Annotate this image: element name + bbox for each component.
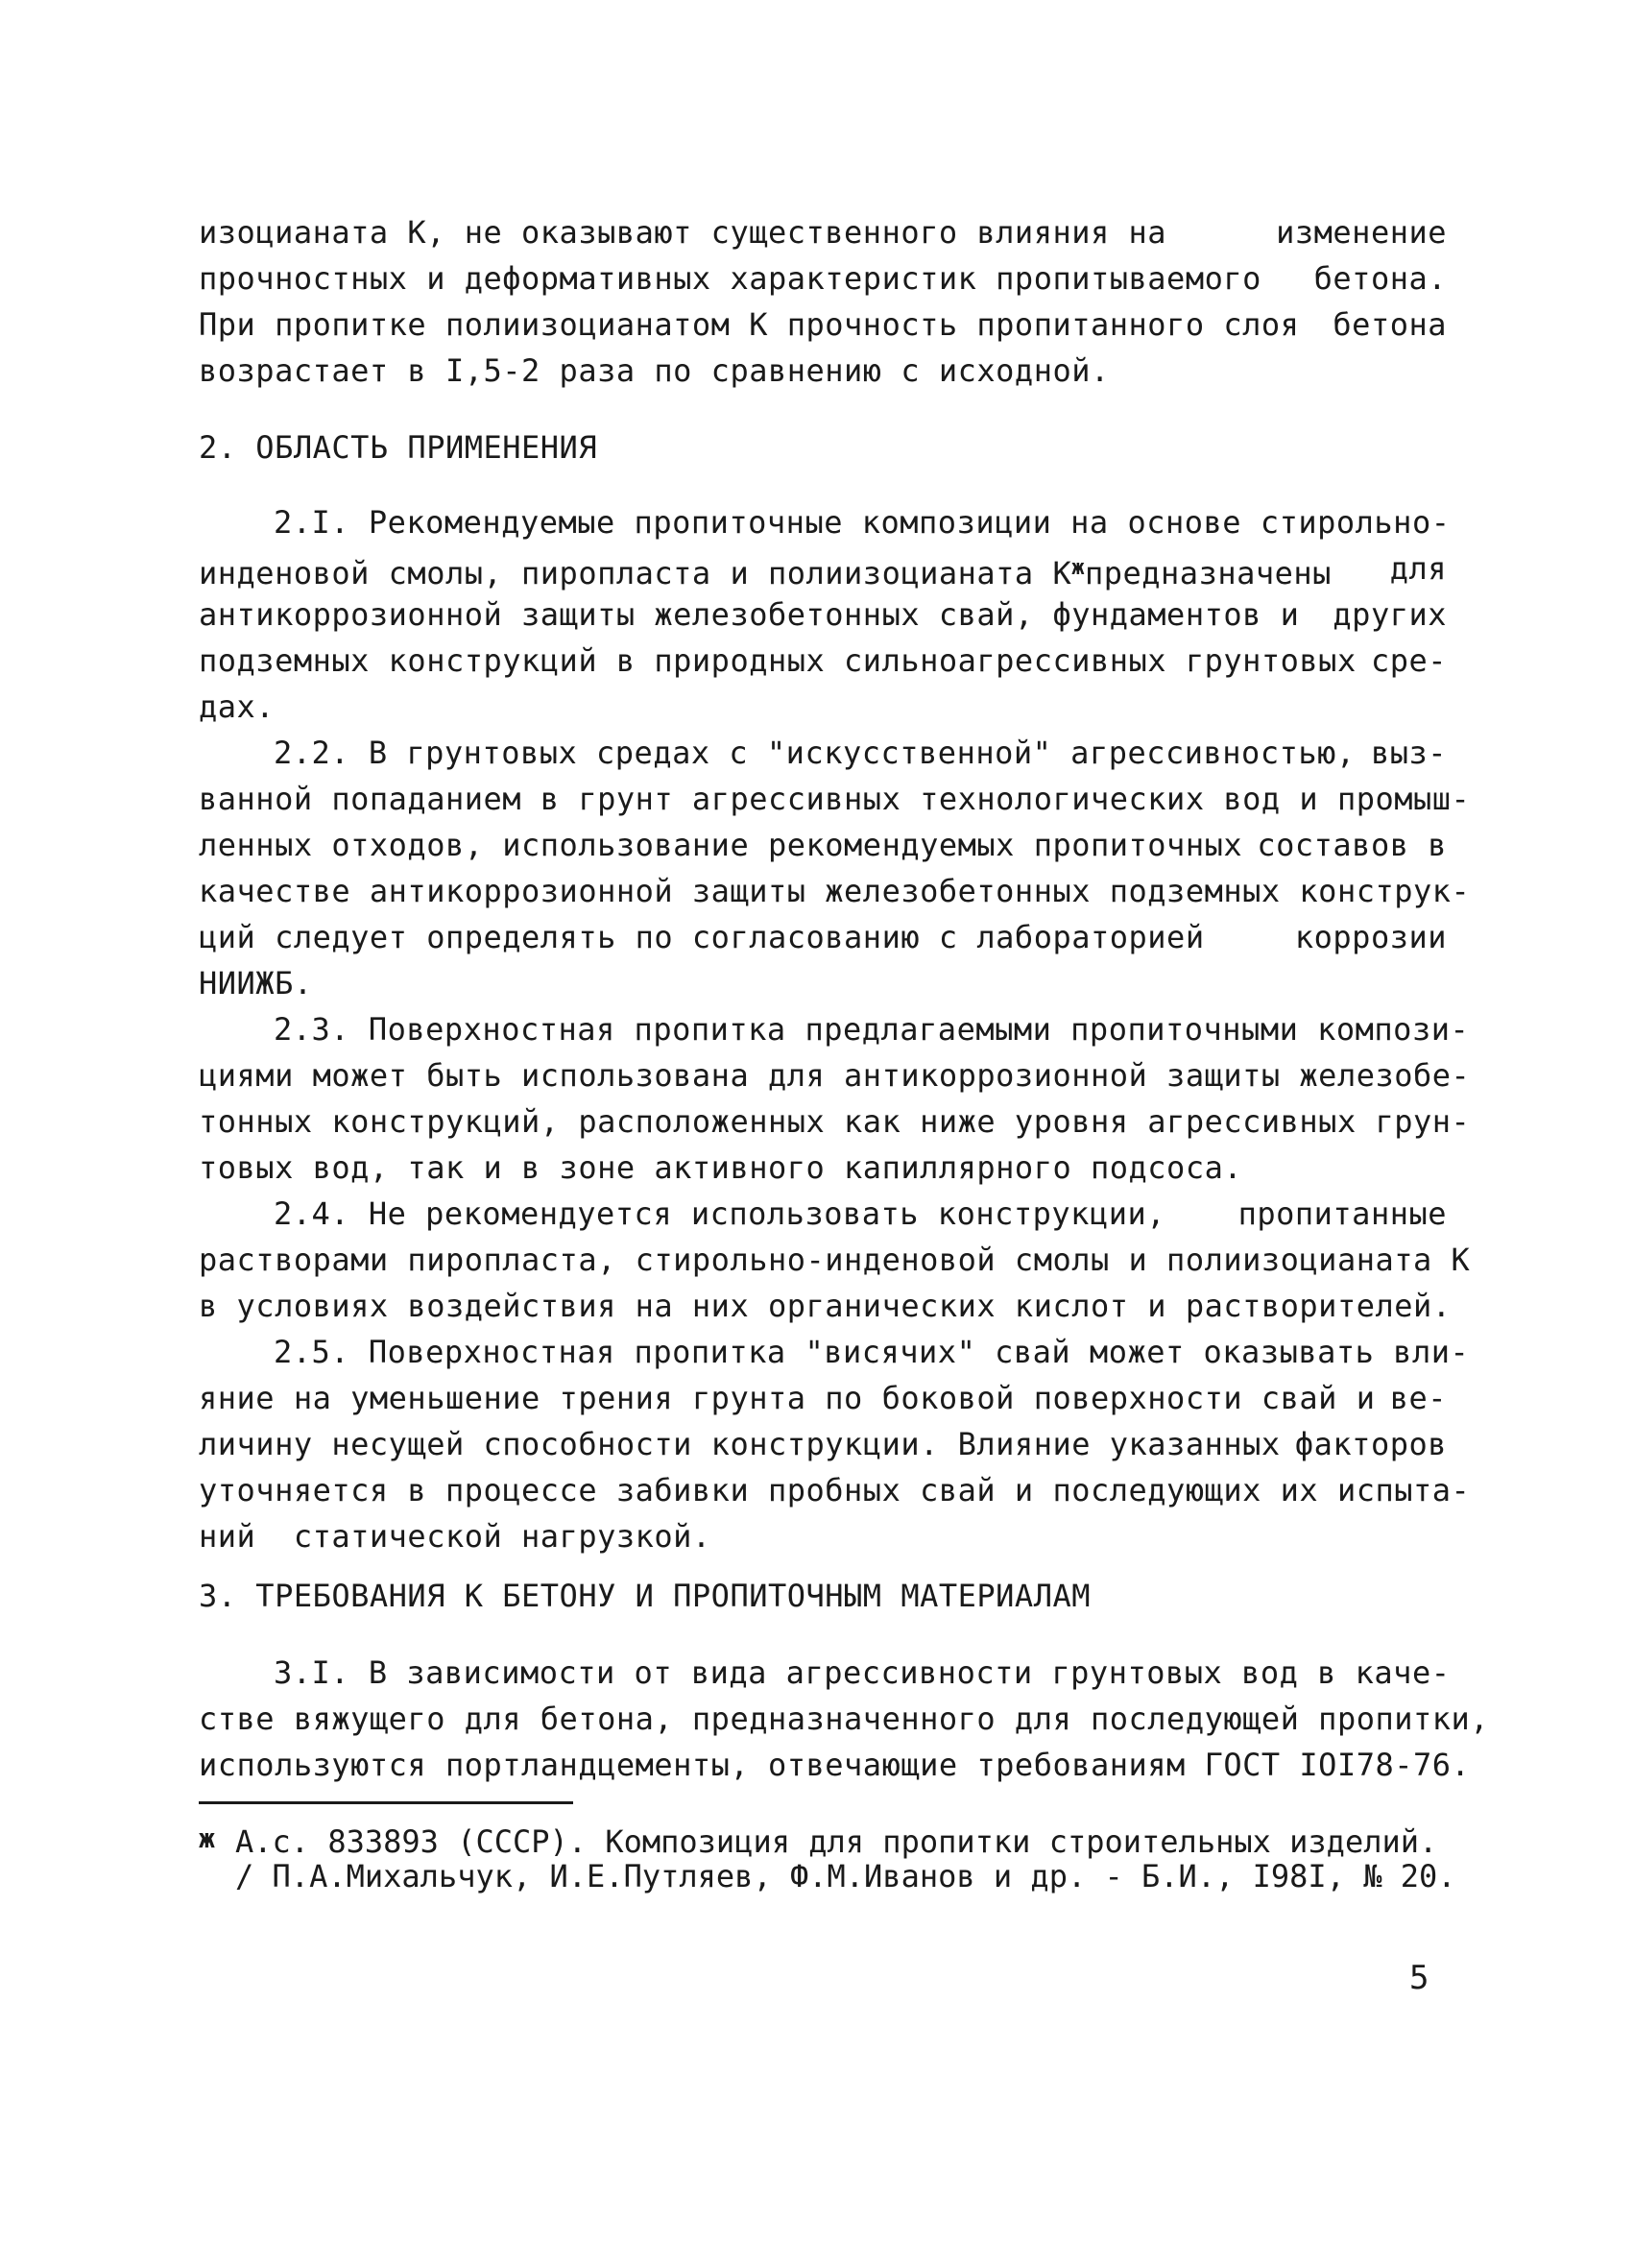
paragraph-2-3-line: товых вод, так и в зоне активного капиллярного подсоса. — [199, 1149, 1243, 1186]
footnote-marker: ж — [199, 1822, 215, 1854]
page-number: 5 — [1409, 1959, 1429, 1997]
paragraph-2-2-line: качестве антикоррозионной защиты железобетонных подземных конструк- — [199, 873, 1471, 909]
paragraph-3-1-line: используются портландцементы, отвечающие требованиям ГОСТ IOI78-76. — [199, 1747, 1471, 1783]
paragraph-2-1-line: 2.I. Рекомендуемые пропиточные композиции на основе стирольно - — [274, 504, 1451, 541]
paragraph-2-5-line: уточняется в процессе забивки пробных свай и последующих их испыта- — [199, 1472, 1471, 1508]
footnote-line: / П.А.Михальчук, И.Е.Путляев, Ф.М.Иванов и др. - Б.И., I98I, № 20. — [235, 1858, 1456, 1894]
text-line: прочностных и деформативных характеристик пропитываемого бетона. — [199, 260, 1447, 297]
paragraph-2-2-line: 2.2. В грунтовых средах с "искусственной" агрессивностью, выз- — [274, 735, 1447, 771]
paragraph-2-5-line: ний статической нагрузкой. — [199, 1518, 711, 1555]
paragraph-2-1-line: антикоррозионной защиты железобетонных свай, фундаментов и других — [199, 596, 1447, 633]
paragraph-2-5-line: личину несущей способности конструкции. Влияние указанных факторов — [199, 1426, 1447, 1462]
paragraph-2-1-line: дах. — [199, 688, 276, 725]
paragraph-2-4-line: 2.4. Не рекомендуется использовать конструкции, пропитанные — [274, 1195, 1447, 1232]
paragraph-3-1-line: 3.I. В зависимости от вида агрессивности грунтовых вод в каче - — [274, 1654, 1451, 1691]
paragraph-2-2-line: ций следует определять по согласованию с лабораторией коррозии — [199, 919, 1447, 955]
paragraph-2-3-line: 2.3. Поверхностная пропитка предлагаемыми пропиточными компози- — [274, 1011, 1470, 1048]
text-line: возрастает в I,5-2 раза по сравнению с исходной. — [199, 352, 1110, 389]
footnote-marker: ж — [1071, 556, 1085, 580]
paragraph-3-1-line: стве вяжущего для бетона, предназначенного для последующей пропитки, — [199, 1701, 1490, 1737]
footnote-line: А.с. 833893 (СССР). Композиция для пропитки строительных изделий. — [235, 1823, 1438, 1860]
paragraph-2-4-line: в условиях воздействия на них органических кислот и растворителей. — [199, 1288, 1452, 1324]
paragraph-2-3-line: тонных конструкций, расположенных как ниже уровня агрессивных грун- — [199, 1103, 1471, 1140]
paragraph-2-2-line: ванной попаданием в грунт агрессивных технологических вод и промыш- — [199, 781, 1471, 817]
section-2-heading: 2. ОБЛАСТЬ ПРИМЕНЕНИЯ — [199, 429, 598, 466]
paragraph-2-5-line: 2.5. Поверхностная пропитка "висячих" свай может оказывать вли- — [274, 1334, 1470, 1370]
text-line: изоцианата К, не оказывают существенного влияния на изменение — [199, 214, 1447, 251]
paragraph-2-5-line: яние на уменьшение трения грунта по боковой поверхности свай и ве- — [199, 1380, 1447, 1416]
paragraph-2-1-line: подземных конструкций в природных сильноагрессивных грунтовых сре- — [199, 642, 1447, 679]
text-line: При пропитке полиизоцианатом К прочность пропитанного слоя бетона — [199, 306, 1447, 343]
paragraph-2-1-line: инденовой смолы, пиропласта и полиизоцианата $К^жпредназначены$ для — [199, 550, 1447, 591]
section-3-heading: 3. ТРЕБОВАНИЯ К БЕТОНУ И ПРОПИТОЧНЫМ МАТЕРИАЛАМ — [199, 1578, 1091, 1614]
paragraph-2-4-line: растворами пиропласта, стирольно-инденовой смолы и полиизоцианата К — [199, 1242, 1471, 1278]
paragraph-2-2-line: НИИЖБ. — [199, 965, 313, 1001]
footnote-separator — [199, 1801, 573, 1804]
paragraph-2-3-line: циями может быть использована для антикоррозионной защиты железобе- — [199, 1057, 1471, 1094]
paragraph-2-2-line: ленных отходов, использование рекомендуемых пропиточных составов в — [199, 827, 1447, 863]
